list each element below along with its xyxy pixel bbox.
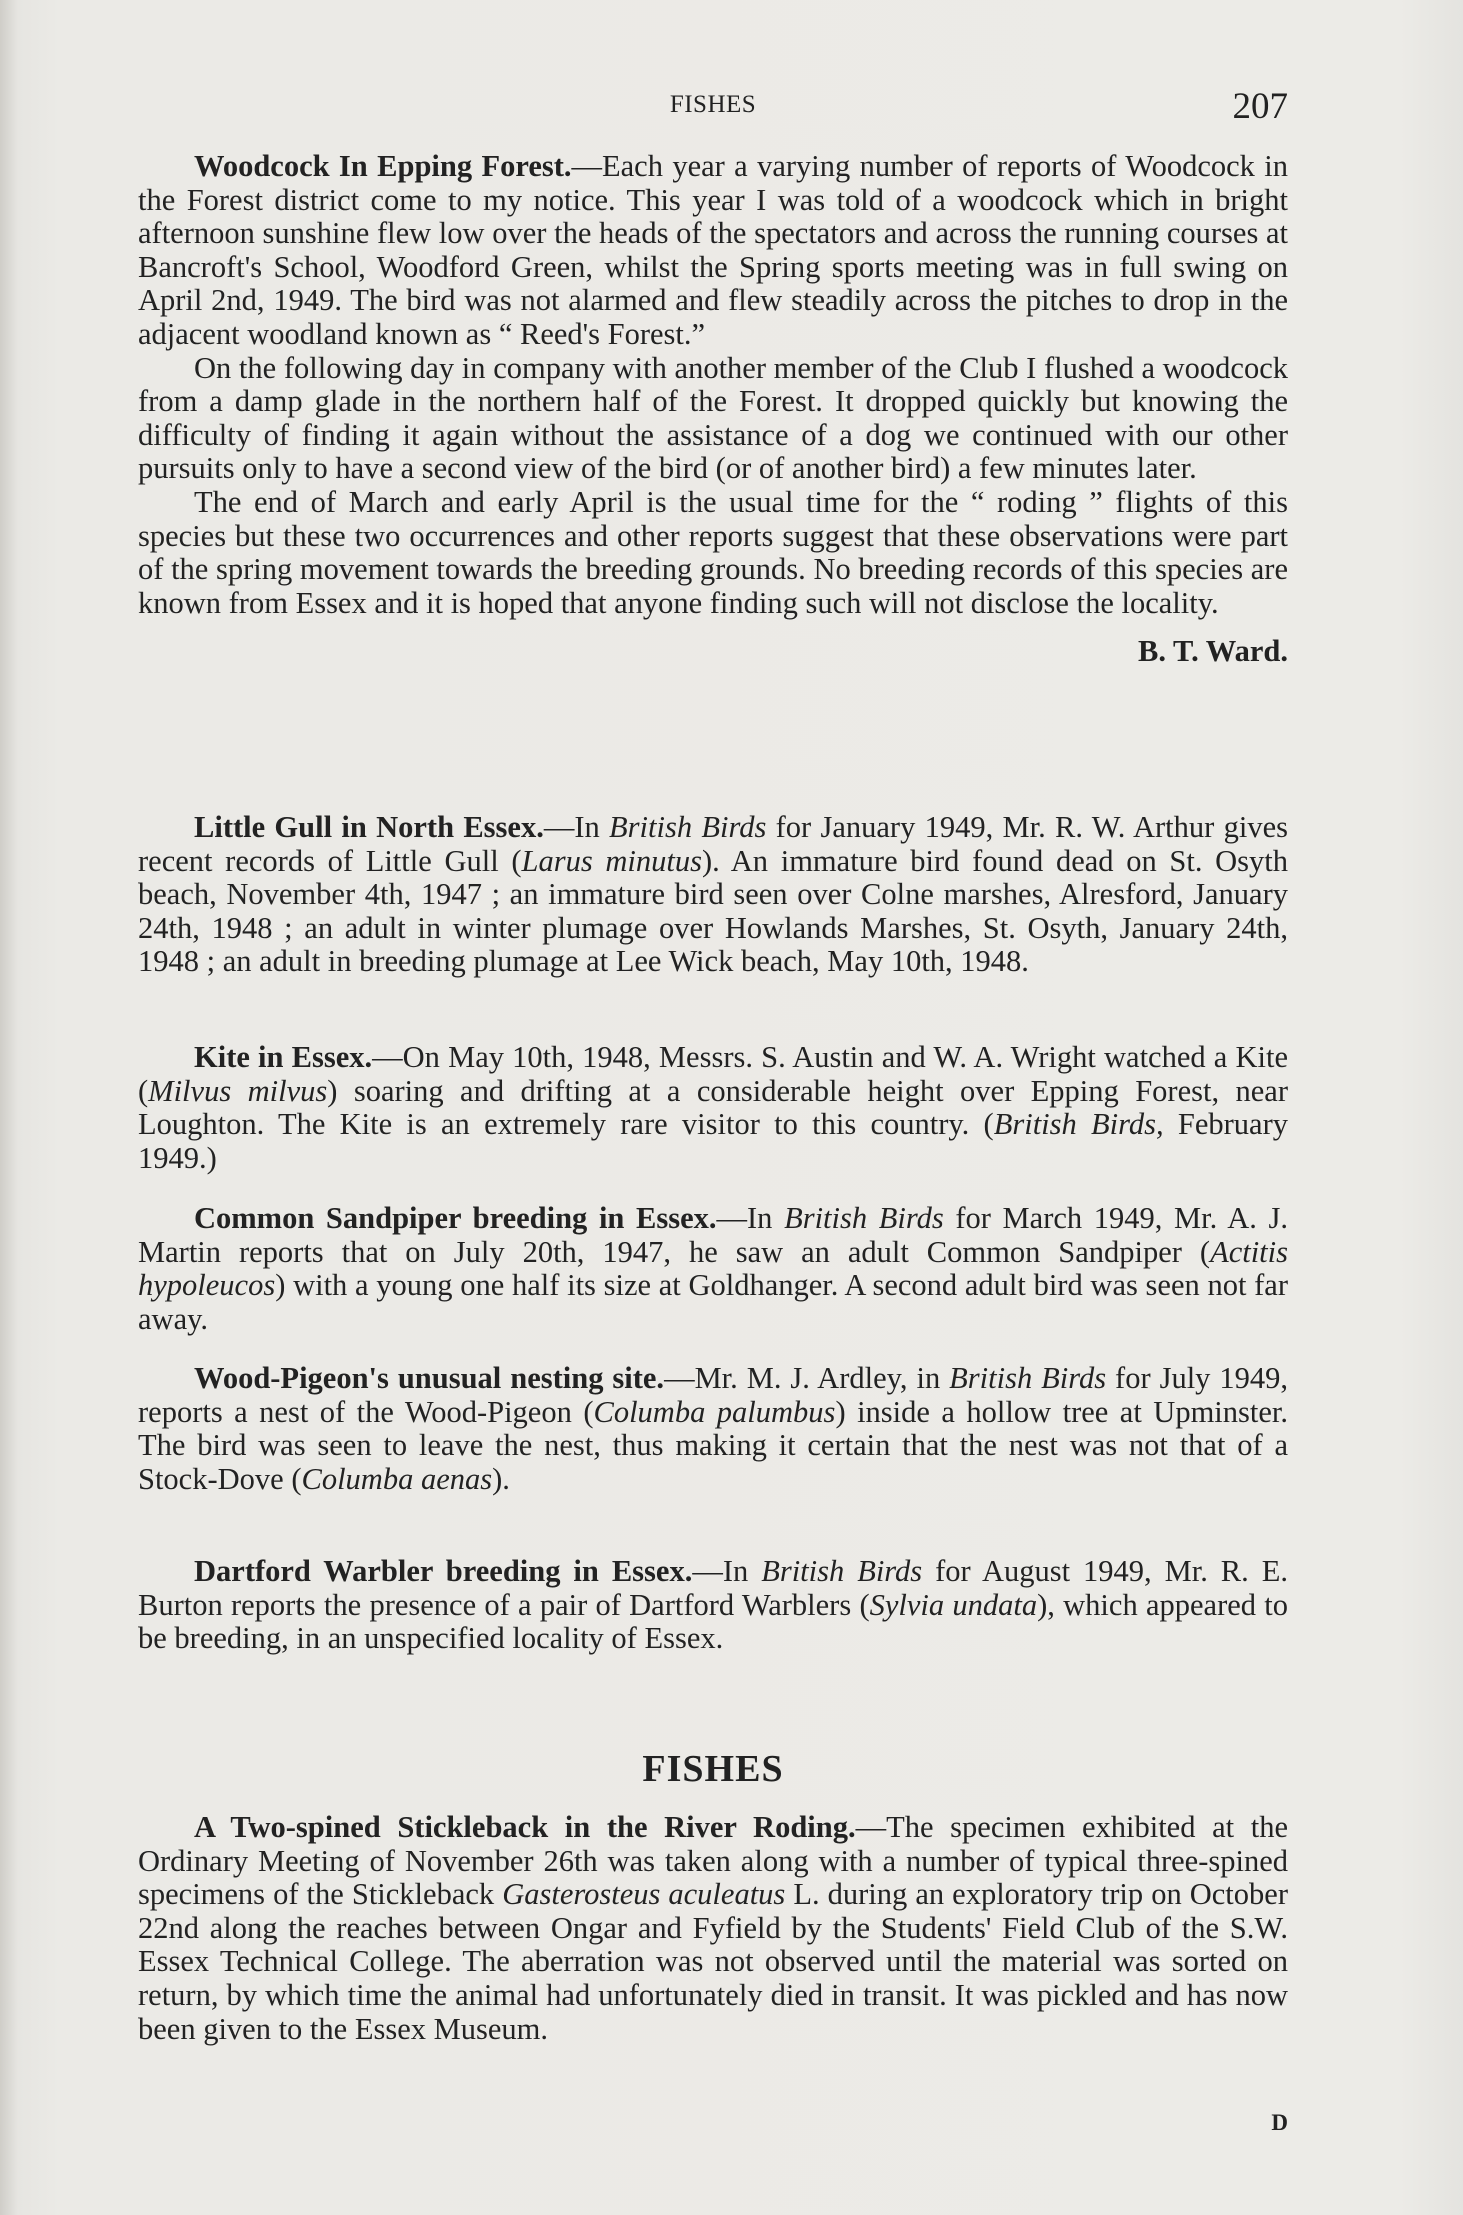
article-wood-pigeon: [138, 1362, 1288, 1496]
running-head: [138, 85, 1288, 135]
sandpiper-paragraph: [138, 1202, 1288, 1336]
stickleback-paragraph: [138, 1811, 1288, 2046]
dartford-title: Dartford Warbler breeding in Essex.: [194, 1554, 693, 1588]
stickleback-title: A Two-spined Stickleback in the River Roding.: [194, 1810, 856, 1844]
article-kite: [138, 1041, 1288, 1175]
little-gull-text-2: for January 1949, Mr. R. W. Arthur gives recent records of Little Gull (: [138, 810, 1288, 878]
kite-paragraph: [138, 1041, 1288, 1175]
sandpiper-text-2: for March 1949, Mr. A. J. Martin reports that on July 20th, 1947, he saw an adult Common Sandpiper (: [138, 1201, 1288, 1269]
kite-text-3: February 1949.): [138, 1107, 1288, 1175]
wood-pigeon-italic-2: Columba palumbus: [593, 1394, 836, 1429]
article-dartford-warbler: [138, 1555, 1288, 1656]
page-number: 207: [1232, 86, 1288, 127]
dartford-text-3: ), which appeared to be breeding, in an unspecified locality of Essex.: [138, 1587, 1288, 1656]
stickleback-text-1: —The specimen exhibited at the Ordinary Meeting of November 26th was taken along with a number of typical three-spined specimens of the Stickleback: [138, 1810, 1289, 1912]
woodcock-title: Woodcock In Epping Forest.: [194, 149, 572, 183]
article-little-gull: [138, 811, 1288, 979]
woodcock-p1-text: —Each year a varying number of reports of Woodcock in the Forest district come to my notice. This year I was told of a woodcock which in bright afternoon sunshine flew low over the heads of the spectators and across the running courses at Bancroft's School, Woodford Green, whilst the Spring sports meeting was in full swing on April 2nd, 1949. The bird was not alarmed and flew steadily across the pitches to drop in the adjacent woodland known as “ Reed's Forest.”: [138, 149, 1288, 351]
stickleback-italic-1: Gasterosteus aculeatus: [502, 1877, 786, 1912]
wood-pigeon-title: Wood-Pigeon's unusual nesting site.: [194, 1361, 665, 1395]
wood-pigeon-italic-3: Columba aenas: [301, 1461, 493, 1496]
article-sandpiper: [138, 1202, 1288, 1336]
wood-pigeon-text-2: for July 1949, reports a nest of the Wood-Pigeon (: [138, 1361, 1288, 1429]
author-signature: B. T. Ward.: [1137, 634, 1288, 669]
sandpiper-italic-1: British Birds: [784, 1201, 944, 1235]
sandpiper-italic-2: Actitis hypoleucos: [138, 1234, 1288, 1303]
section-fishes: [138, 1747, 1288, 1791]
little-gull-text-3: ). An immature bird found dead on St. Osyth beach, November 4th, 1947 ; an immature bird seen over Colne marshes, Alresford, January 24th, 1948 ; an adult in winter plumage over Howlands Marshes, St. Osyth, January 24th, 1948 ; an adult in breeding plumage at Lee Wick beach, May 10th, 1948.: [138, 843, 1289, 979]
wood-pigeon-text-4: ).: [492, 1461, 510, 1496]
article-stickleback: [138, 1811, 1288, 2046]
sandpiper-text-1: —In: [716, 1201, 785, 1235]
dartford-italic-2: Sylvia undata: [869, 1587, 1038, 1622]
little-gull-italic-1: British Birds: [609, 810, 767, 844]
stickleback-text-2: L. during an exploratory trip on October 22nd along the reaches between Ongar and Fyfield by the Students' Field Club of the S.W. Essex Technical College. The aberration was not observed until the material was sorted on return, by which time the animal had unfortunately died in transit. It was pickled and has now been given to the Essex Museum.: [138, 1877, 1288, 2046]
dartford-italic-1: British Birds: [761, 1554, 923, 1588]
woodcock-paragraph-2: On the following day in company with another member of the Club I flushed a woodcock from a damp glade in the northern half of the Forest. It dropped quickly but knowing the difficulty of finding it again without the assistance of a dog we continued with our other pursuits only to have a second view of the bird (or of another bird) a few minutes later.: [138, 350, 1288, 486]
kite-title: Kite in Essex.: [194, 1040, 373, 1074]
little-gull-title: Little Gull in North Essex.: [194, 810, 544, 844]
little-gull-paragraph: [138, 811, 1288, 979]
kite-text-2: ) soaring and drifting at a considerable height over Epping Forest, near Loughton. The Kite is an extremely rare visitor to this country. (: [138, 1073, 1288, 1142]
woodcock-paragraph-1: [138, 150, 1288, 352]
dartford-paragraph: [138, 1555, 1288, 1656]
wood-pigeon-italic-1: British Birds: [949, 1361, 1107, 1395]
sandpiper-title: Common Sandpiper breeding in Essex.: [194, 1201, 717, 1235]
running-title: FISHES: [669, 91, 757, 118]
kite-italic-1: Milvus milvus: [148, 1073, 328, 1108]
kite-italic-2: British Birds,: [993, 1107, 1164, 1142]
wood-pigeon-text-1: —Mr. M. J. Ardley, in: [664, 1361, 950, 1395]
dartford-text-1: —In: [692, 1554, 762, 1588]
little-gull-italic-2: Larus minutus: [521, 843, 702, 878]
dartford-text-2: for August 1949, Mr. R. E. Burton reports the presence of a pair of Dartford Warblers (: [138, 1554, 1288, 1622]
kite-text-1: —On May 10th, 1948, Messrs. S. Austin and W. A. Wright watched a Kite (: [138, 1040, 1288, 1108]
section-heading-fishes: FISHES: [642, 1748, 784, 1790]
little-gull-text-1: —In: [543, 810, 610, 844]
article-woodcock: [138, 150, 1288, 669]
woodcock-paragraph-3: The end of March and early April is the usual time for the “ roding ” flights of this species but these two occurrences and other reports suggest that these observations were part of the spring movement towards the breeding grounds. No breeding records of this species are known from Essex and it is hoped that anyone finding such will not disclose the locality.: [138, 484, 1288, 620]
sandpiper-text-3: ) with a young one half its size at Goldhanger. A second adult bird was seen not far away.: [138, 1268, 1288, 1336]
signature-mark: D: [1271, 2110, 1288, 2135]
wood-pigeon-paragraph: [138, 1362, 1288, 1496]
wood-pigeon-text-3: ) inside a hollow tree at Upminster. The bird was seen to leave the nest, thus making it certain that the nest was not that of a Stock-Dove (: [138, 1394, 1288, 1496]
